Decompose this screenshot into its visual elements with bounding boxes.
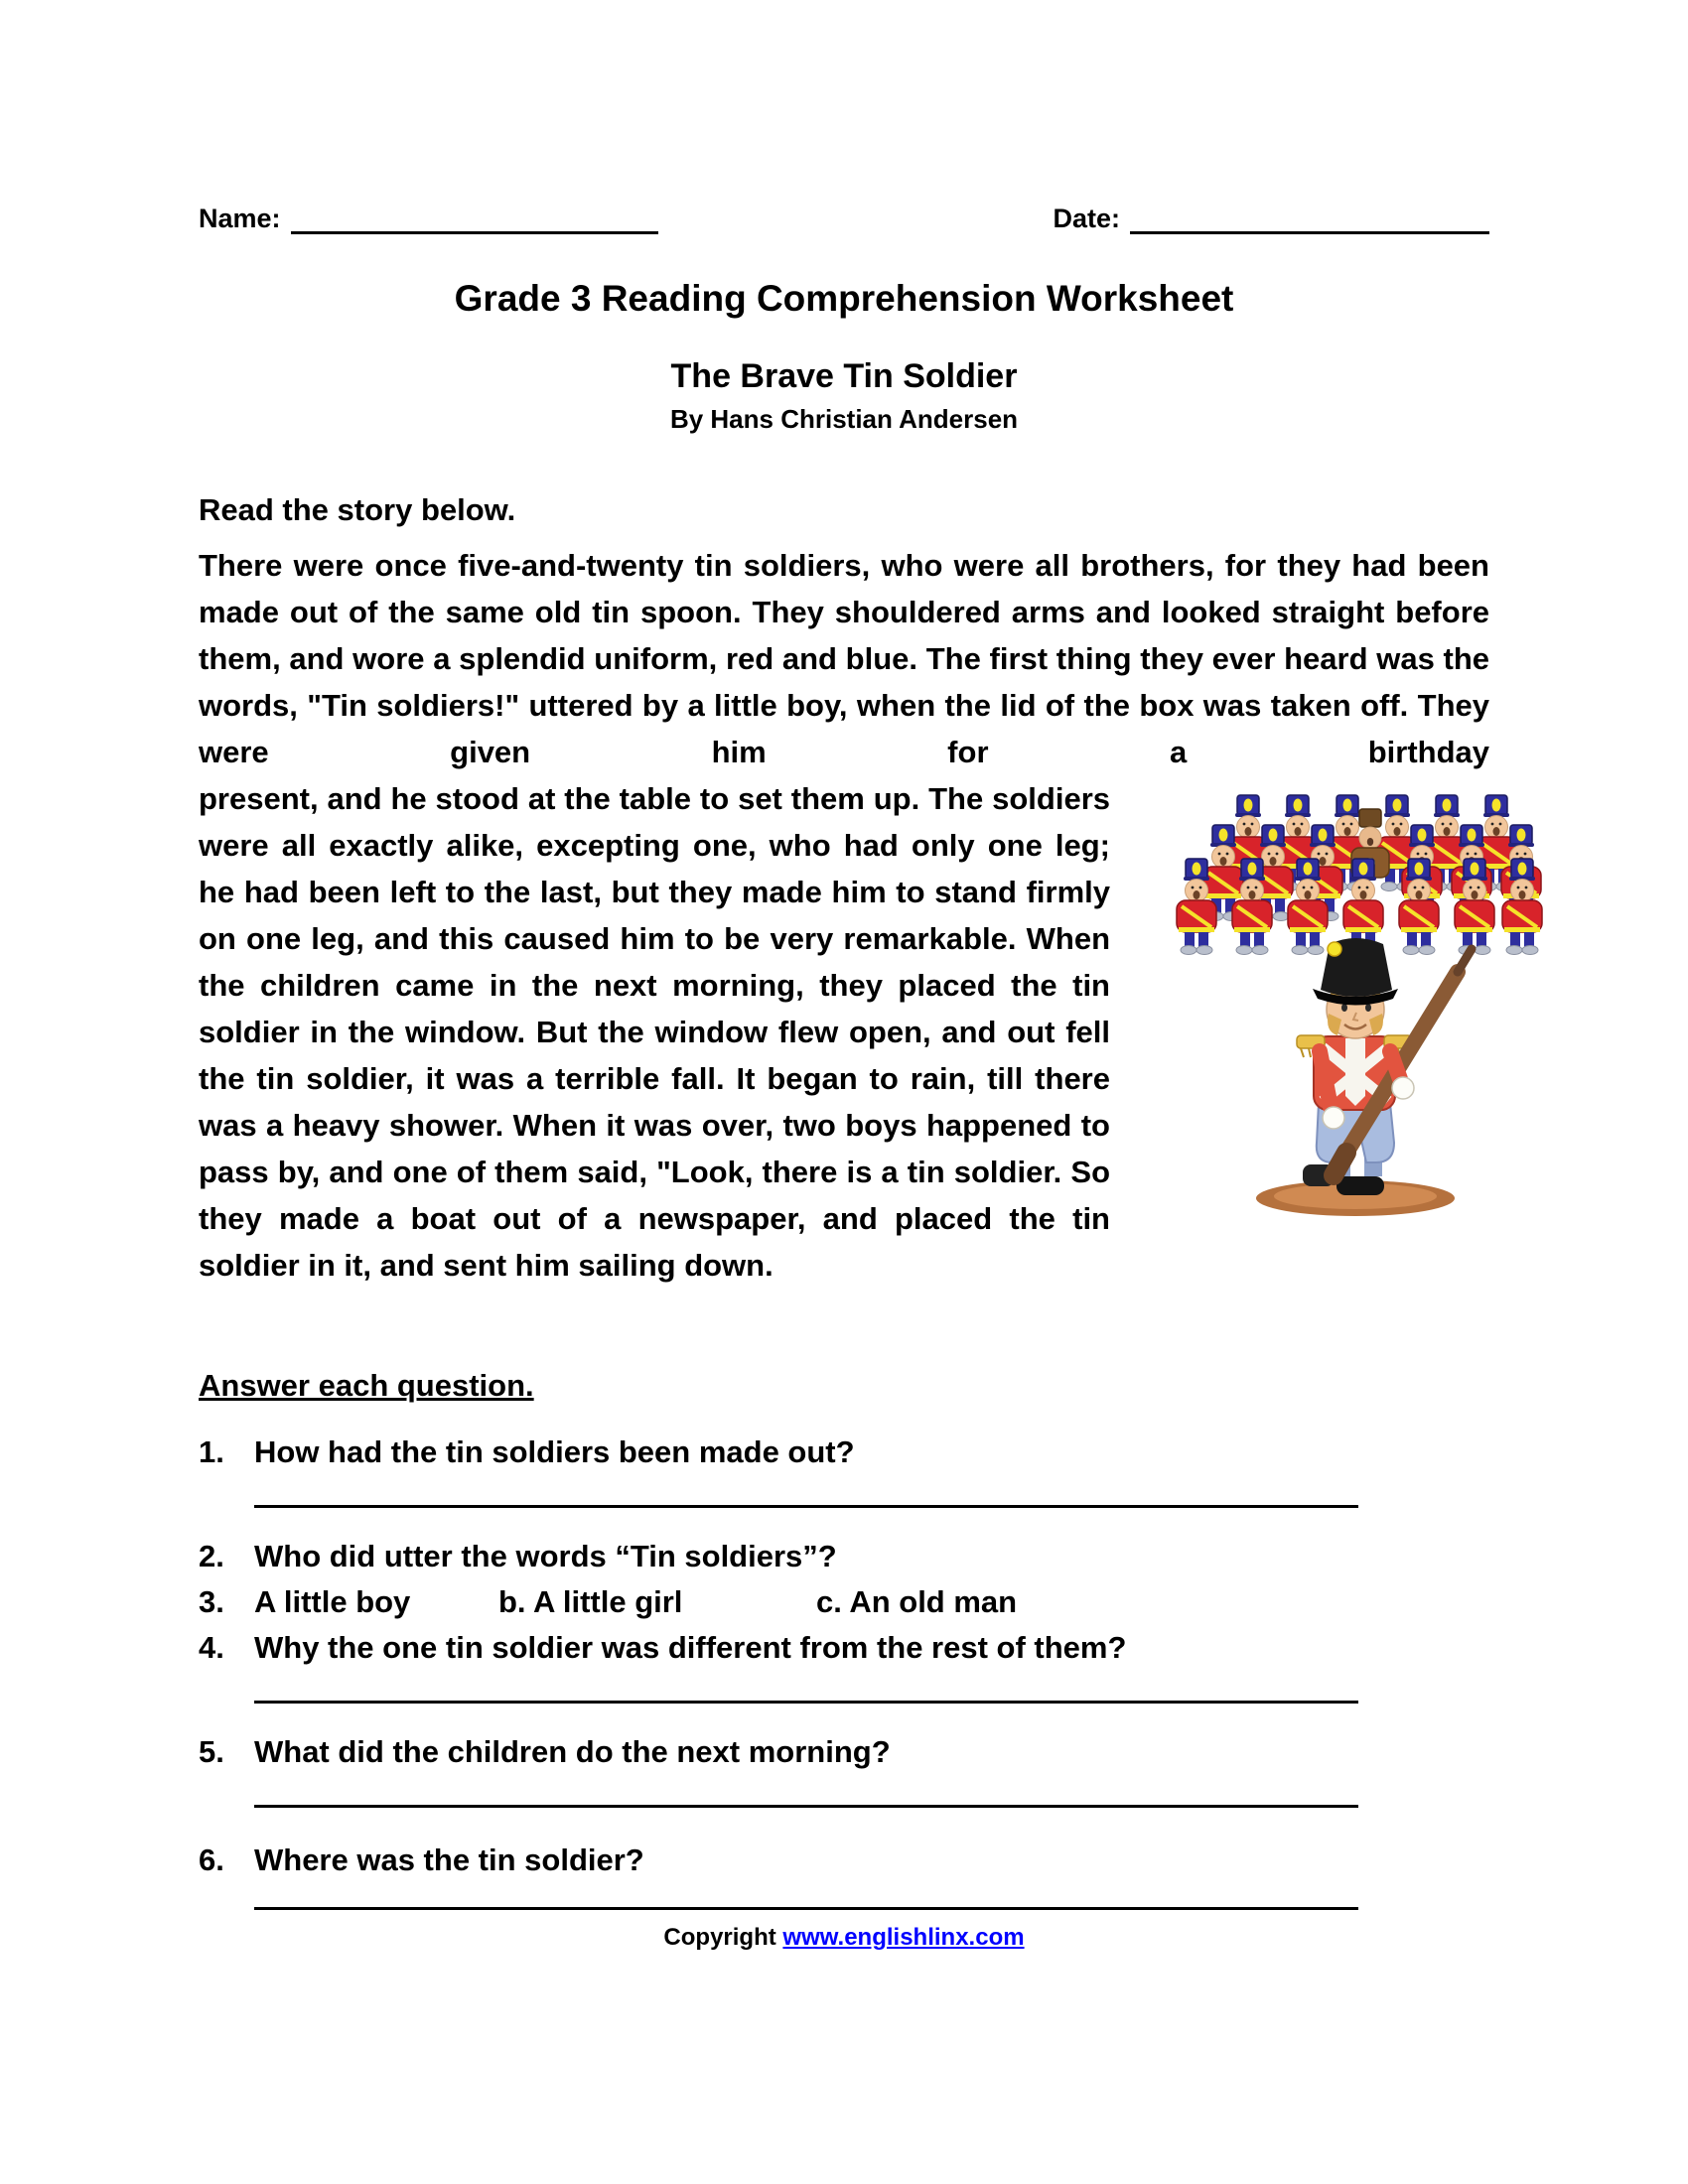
name-input-line[interactable] — [291, 205, 658, 234]
answer-instruction: Answer each question. — [199, 1368, 534, 1403]
date-field — [1053, 204, 1489, 234]
question-1 — [199, 1430, 1489, 1475]
copyright-label: Copyright — [663, 1924, 783, 1951]
date-input-line[interactable] — [1130, 205, 1489, 234]
page-title: Grade 3 Reading Comprehension Worksheet — [454, 278, 1234, 319]
question-3-option-a: A little boy — [254, 1584, 411, 1619]
story-paragraph-1: There were once five-and-twenty tin soldiers, who were all brothers, for they had been made out of the same old tin spoon. They shouldered arms and looked straight before them, and wore a splendid uniform, red and blue. The first thing they ever heard was the words, "Tin soldiers!" uttered by a little boy, when the lid of the box was taken off. They were given him for a birthday — [199, 548, 1489, 769]
question-2 — [199, 1534, 1489, 1579]
read-instruction: Read the story below. — [199, 492, 516, 527]
story-title: The Brave Tin Soldier — [670, 357, 1018, 395]
question-3-option-c: c. An old man — [816, 1584, 1018, 1619]
footer — [199, 1924, 1489, 1952]
question-3-option-b: b. A little girl — [498, 1584, 683, 1619]
englishlinx-link[interactable]: www.englishlinx.com — [782, 1924, 1025, 1951]
question-6-text: Where was the tin soldier? — [254, 1843, 644, 1877]
name-label: Name: — [199, 204, 281, 233]
question-3 — [199, 1579, 1489, 1625]
story-paragraph-2: present, and he stood at the table to set them up. The soldiers were all exactly alike, excepting one, who had only one leg; he had been left to the last, but they made him to stand firmly on one leg, and this caused him to be very remarkable. When the children came in the next morning, they placed the tin soldier in the window. But the window flew open, and out fell the tin soldier, it was a terrible fall. It began to rain, till there was a heavy shower. When it was over, two boys happened to pass by, and one of them said, "Look, there is a tin soldier. So they made a boat out of a newspaper, and placed the tin soldier in it, and sent him sailing down. — [199, 781, 1110, 1283]
question-5 — [199, 1729, 1489, 1775]
answer-line-q4[interactable] — [254, 1671, 1358, 1704]
question-6 — [199, 1838, 1489, 1883]
answer-line-q6[interactable] — [254, 1883, 1358, 1910]
single-soldier — [1256, 938, 1472, 1216]
answer-line-q1[interactable] — [254, 1475, 1358, 1508]
answer-line-q5[interactable] — [254, 1775, 1358, 1808]
soldier-crowd — [1177, 795, 1542, 955]
question-5-number: 5. — [199, 1734, 224, 1769]
question-2-number: 2. — [199, 1539, 224, 1573]
question-6-number: 6. — [199, 1843, 224, 1877]
story-text — [199, 542, 1489, 1289]
question-4-text: Why the one tin soldier was different from the rest of them? — [254, 1630, 1127, 1665]
name-field — [199, 204, 658, 234]
question-4 — [199, 1625, 1489, 1671]
question-4-number: 4. — [199, 1630, 224, 1665]
question-1-number: 1. — [199, 1434, 224, 1469]
question-2-text: Who did utter the words “Tin soldiers”? — [254, 1539, 837, 1573]
story-author: By Hans Christian Andersen — [669, 404, 1019, 434]
header — [199, 204, 1489, 234]
tin-soldiers-image — [1152, 793, 1549, 1220]
date-label: Date: — [1053, 204, 1120, 233]
question-3-number: 3. — [199, 1584, 224, 1619]
question-1-text: How had the tin soldiers been made out? — [254, 1434, 855, 1469]
question-5-text: What did the children do the next morning? — [254, 1734, 891, 1769]
story-paragraph-2-wrap — [199, 775, 1489, 1289]
tin-soldiers-illustration — [1152, 793, 1549, 1220]
